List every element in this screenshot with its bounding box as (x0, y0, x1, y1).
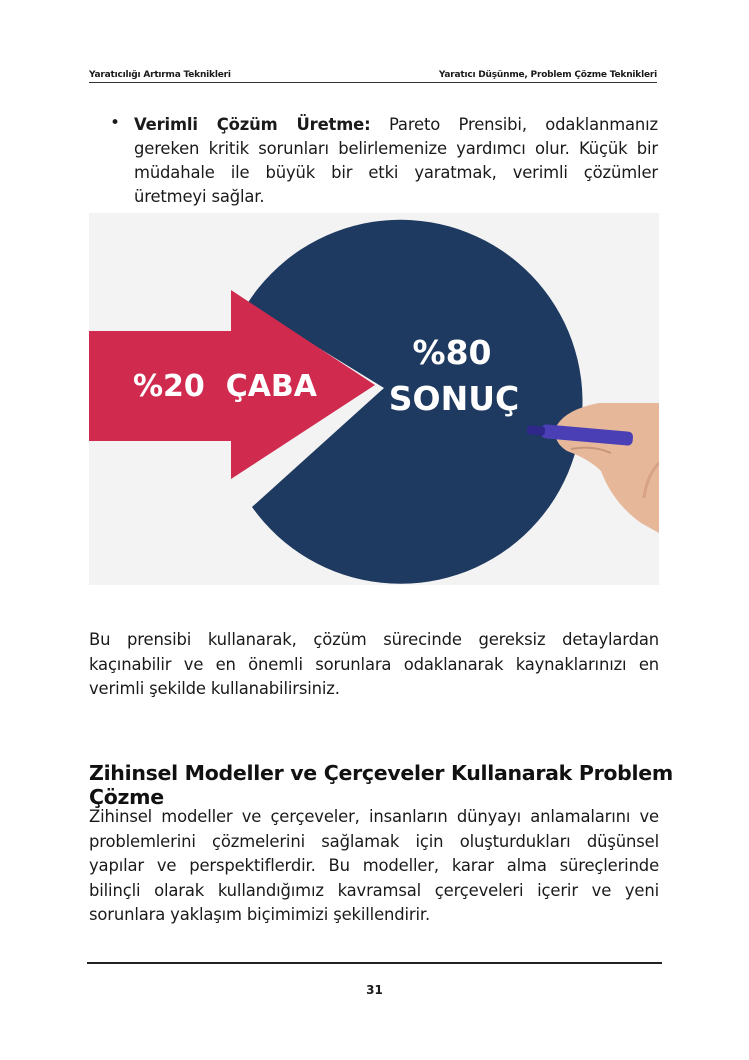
arrow-label: %20 ÇABA (133, 369, 318, 404)
bullet-text (134, 113, 658, 209)
page-header (89, 68, 657, 83)
section-heading: Zihinsel Modeller ve Çerçeveler Kullanarak Problem Çözme (89, 761, 673, 809)
bullet-marker: • (110, 113, 121, 133)
pareto-figure (89, 213, 659, 585)
footer-divider (87, 962, 662, 964)
pareto-illustration (89, 213, 659, 585)
bullet-title: Verimli Çözüm Üretme: (134, 115, 371, 134)
marker-tip (527, 425, 546, 436)
paragraph-mental-models: Zihinsel modeller ve çerçeveler, insanların dünyayı anlamalarını ve problemlerini çözmelerini sağlamak için oluşturdukları düşünsel yapılar ve perspektiflerdir. Bu modeller, karar alma süreçlerinde bilinçli olarak kullandığımız kavramsal çerçeveleri içerir ve yeni sorunlara yaklaşım biçimimizi şekillendirir. (89, 807, 659, 924)
paragraph-pareto-usage: Bu prensibi kullanarak, çözüm sürecinde gereksiz detaylardan kaçınabilir ve en önemli sorunlara odaklanarak kaynaklarınızı en verimli şekilde kullanabilirsiniz. (89, 630, 659, 698)
circle-label-bottom: SONUÇ (388, 379, 520, 418)
header-right-title: Yaratıcı Düşünme, Problem Çözme Teknikleri (438, 70, 657, 80)
circle-label-top: %80 (412, 333, 492, 372)
bullet-body: Pareto Prensibi, odaklanmanız gereken kritik sorunları belirlemenize yardımcı olur. Küçük bir müdahale ile büyük bir etki yaratmak, verimli çözümler üretmeyi sağlar. (134, 115, 659, 206)
page-number: 31 (366, 983, 383, 997)
header-left-title: Yaratıcılığı Artırma Teknikleri (89, 70, 231, 80)
